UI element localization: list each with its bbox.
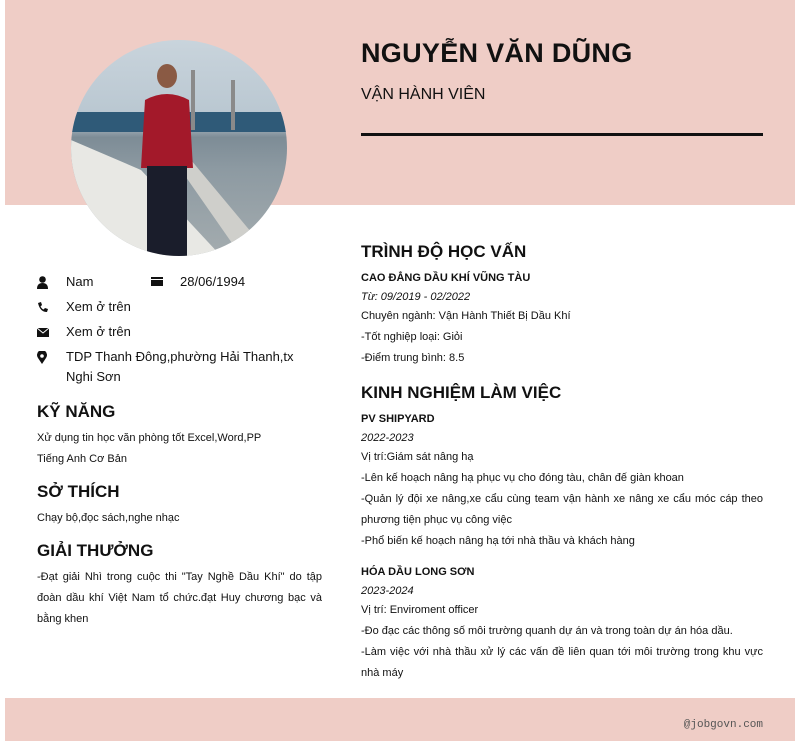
phone-row bbox=[37, 297, 322, 317]
company-name: HÓA DẦU LONG SƠN bbox=[361, 566, 475, 578]
job-line: -Phổ biến kế hoạch nâng hạ tới nhà thầu và khách hàng bbox=[361, 535, 635, 547]
hobbies-text: Chạy bộ,đọc sách,nghe nhạc bbox=[37, 512, 180, 524]
education-line: Chuyên ngành: Vận Hành Thiết Bị Dầu Khí bbox=[361, 310, 571, 322]
person-icon bbox=[37, 272, 66, 292]
job-period: 2023-2024 bbox=[361, 585, 414, 597]
gender-birthdate-row bbox=[37, 272, 322, 292]
education-line: -Tốt nghiệp loại: Giỏi bbox=[361, 331, 463, 343]
birthdate: 28/06/1994 bbox=[180, 274, 246, 289]
job-line: -Lên kế hoạch nâng hạ phục vụ cho đóng tàu, chân đế giàn khoan bbox=[361, 472, 684, 484]
hobbies-heading: SỞ THÍCH bbox=[37, 482, 120, 501]
phone: Xem ở trên bbox=[66, 299, 131, 314]
awards-heading: GIẢI THƯỞNG bbox=[37, 541, 154, 560]
gender: Nam bbox=[66, 274, 94, 289]
job-line: -Quản lý đội xe nâng,xe cẩu cùng team vận hành xe nâng xe cẩu móc cáp theo phương tiện phục vụ công việc bbox=[361, 493, 763, 526]
candidate-name: NGUYỄN VĂN DŨNG bbox=[361, 38, 633, 68]
watermark: @jobgovn.com bbox=[683, 719, 763, 731]
left-column bbox=[37, 272, 322, 630]
job-entry bbox=[361, 409, 763, 552]
phone-icon bbox=[37, 297, 66, 317]
calendar-icon bbox=[151, 272, 180, 292]
email: Xem ở trên bbox=[66, 324, 131, 339]
job-period: 2022-2023 bbox=[361, 432, 414, 444]
email-row bbox=[37, 322, 322, 342]
skill-item: Xử dụng tin học văn phòng tốt Excel,Word,PP bbox=[37, 432, 262, 444]
profile-photo bbox=[71, 40, 287, 256]
footer-band bbox=[5, 698, 795, 741]
job-line: -Làm việc với nhà thầu xử lý các vấn đề liên quan tới môi trường trong khu vực nhà máy bbox=[361, 646, 763, 679]
experience-heading: KINH NGHIỆM LÀM VIỆC bbox=[361, 383, 562, 402]
skills-heading: KỸ NĂNG bbox=[37, 402, 116, 421]
education-period: Từ: 09/2019 - 02/2022 bbox=[361, 291, 471, 303]
company-name: PV SHIPYARD bbox=[361, 413, 435, 425]
envelope-icon bbox=[37, 322, 66, 342]
header-divider bbox=[361, 133, 763, 136]
right-column bbox=[361, 242, 763, 684]
education-heading: TRÌNH ĐỘ HỌC VẤN bbox=[361, 242, 527, 261]
address-row bbox=[37, 347, 322, 387]
job-line: -Đo đạc các thông số môi trường quanh dự án và trong toàn dự án hóa dầu. bbox=[361, 625, 733, 637]
school-name: CAO ĐẲNG DẦU KHÍ VŨNG TÀU bbox=[361, 272, 531, 284]
skill-item: Tiếng Anh Cơ Bản bbox=[37, 453, 127, 465]
job-line: Vị trí: Enviroment officer bbox=[361, 604, 479, 616]
location-pin-icon bbox=[37, 347, 66, 367]
awards-text: -Đạt giải Nhì trong cuộc thi "Tay Nghề Dầu Khí" do tập đoàn dầu khí Việt Nam tổ chức.đạt Huy chương bạc và bằng khen bbox=[37, 571, 322, 625]
job-title: VẬN HÀNH VIÊN bbox=[361, 86, 486, 103]
address: TDP Thanh Đông,phường Hải Thanh,tx Nghi Sơn bbox=[66, 349, 294, 384]
education-line: -Điểm trung bình: 8.5 bbox=[361, 352, 465, 364]
job-entry bbox=[361, 562, 763, 684]
job-line: Vị trí:Giám sát nâng hạ bbox=[361, 451, 474, 463]
